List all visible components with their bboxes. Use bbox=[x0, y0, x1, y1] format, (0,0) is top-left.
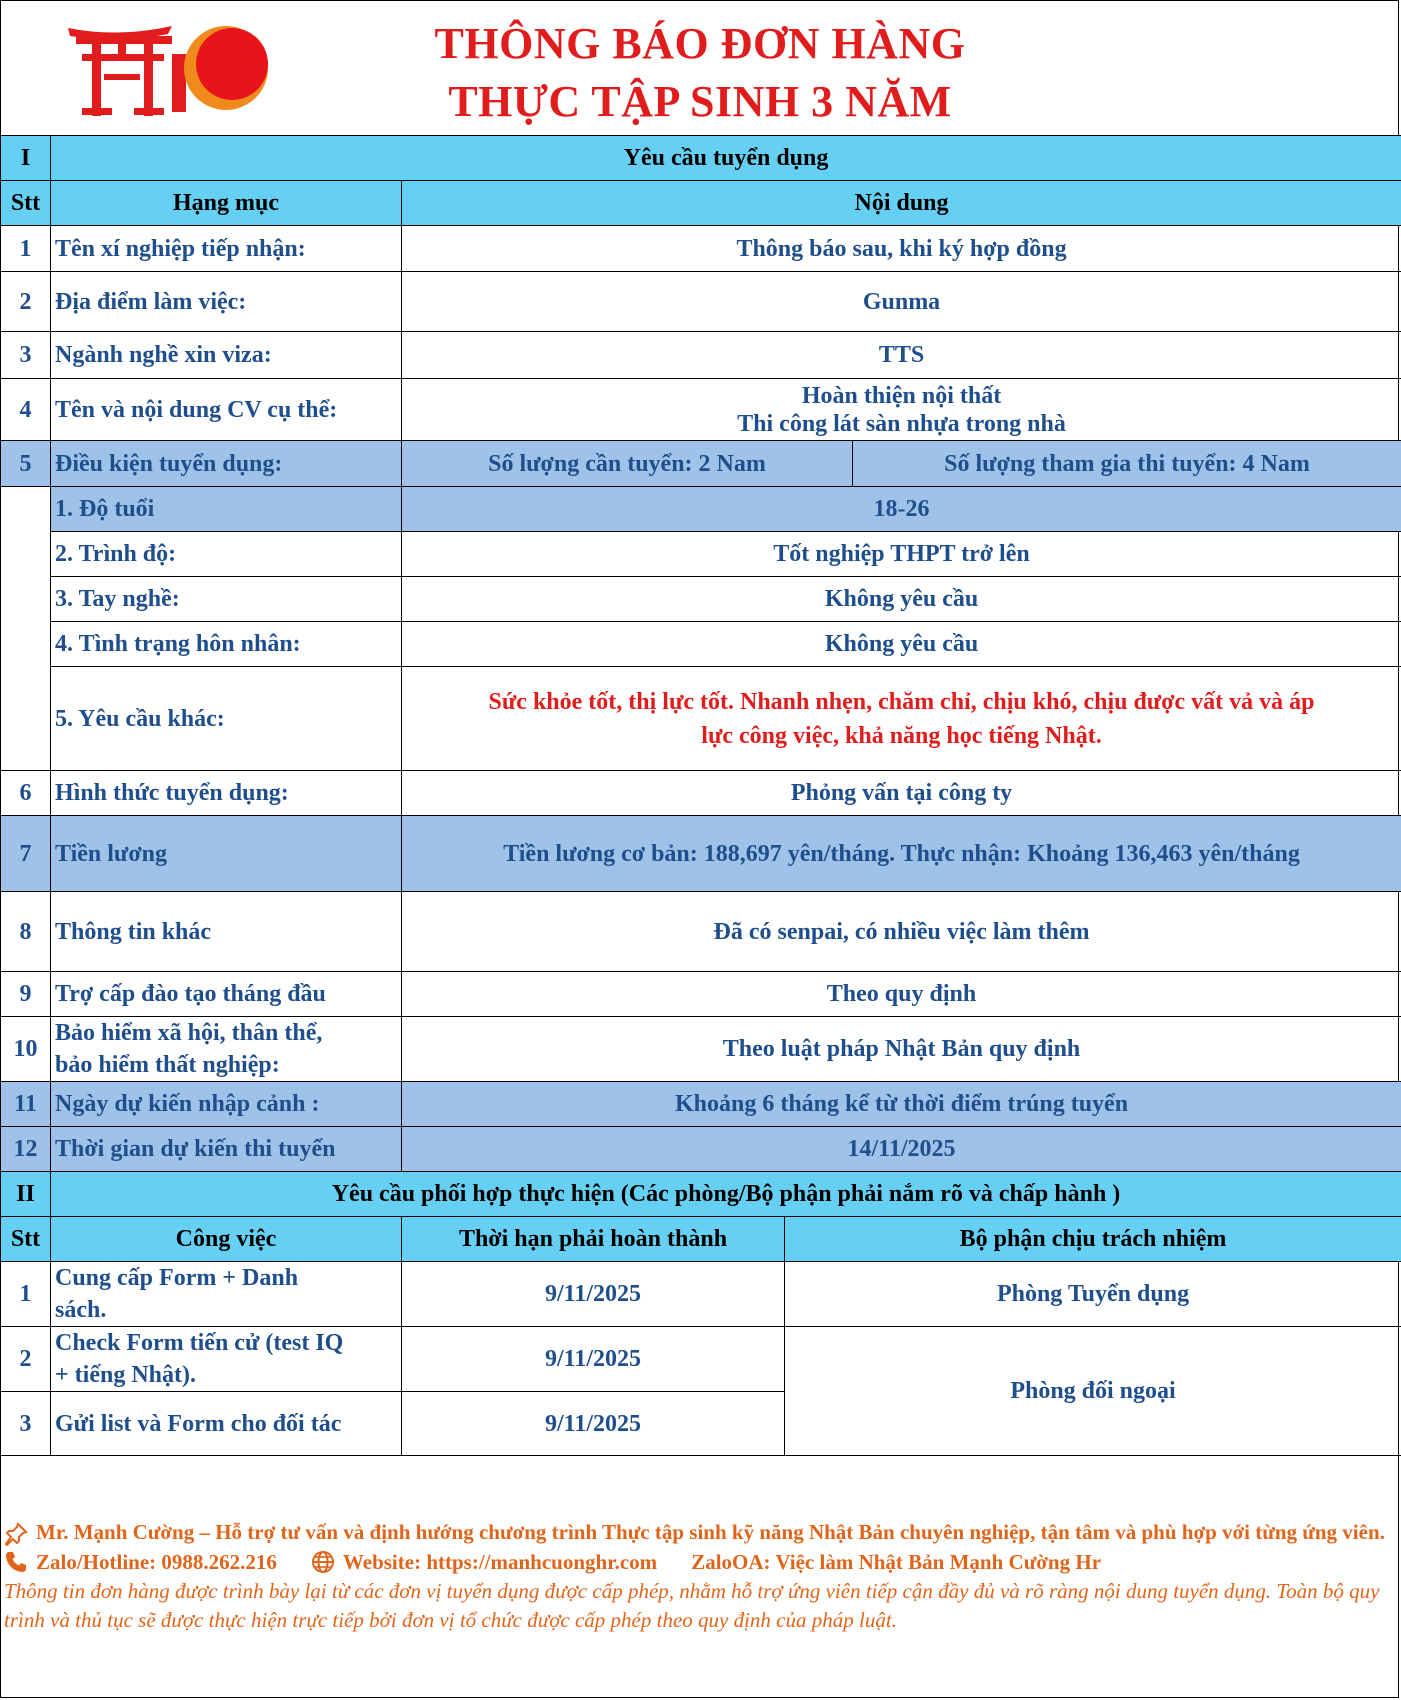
table-row bbox=[1, 892, 1401, 972]
row-label bbox=[51, 1017, 402, 1082]
row-label: Tên xí nghiệp tiếp nhận: bbox=[51, 226, 402, 272]
row-value-line-1: Hoàn thiện nội thất bbox=[801, 382, 1002, 409]
row-value: Theo luật pháp Nhật Bản quy định bbox=[402, 1017, 1401, 1082]
table-row bbox=[1, 272, 1401, 332]
row-stt: 1 bbox=[1, 1262, 51, 1327]
section-2-column-headers bbox=[1, 1217, 1401, 1262]
row-label: 2. Trình độ: bbox=[51, 532, 402, 577]
row-stt: 12 bbox=[1, 1127, 51, 1172]
row-label: 1. Độ tuổi bbox=[51, 487, 402, 532]
table-row bbox=[1, 226, 1401, 272]
row-stt: 2 bbox=[1, 1327, 51, 1392]
table-row bbox=[1, 379, 1401, 441]
table-row bbox=[1, 1262, 1401, 1327]
row-task-line-2: sách. bbox=[55, 1297, 107, 1323]
row-label: Thông tin khác bbox=[51, 892, 402, 972]
section-2-header bbox=[1, 1172, 1401, 1217]
footer-zalo-oa[interactable]: ZaloOA: Việc làm Nhật Bản Mạnh Cường Hr bbox=[691, 1550, 1102, 1574]
row-label: Ngành nghề xin viza: bbox=[51, 332, 402, 379]
row-label: Hình thức tuyển dụng: bbox=[51, 771, 402, 816]
row-label: 4. Tình trạng hôn nhân: bbox=[51, 622, 402, 667]
row-task-line-2: + tiếng Nhật). bbox=[55, 1362, 196, 1388]
row-label: Ngày dự kiến nhập cảnh : bbox=[51, 1082, 402, 1127]
pin-icon bbox=[4, 1522, 28, 1546]
footer-intro bbox=[4, 1518, 1394, 1547]
row-label-line-2: bảo hiểm thất nghiệp: bbox=[55, 1052, 280, 1078]
table-row bbox=[1, 1017, 1401, 1082]
row-stt: 3 bbox=[1, 1392, 51, 1456]
table-row bbox=[1, 441, 1401, 487]
row-value-right: Số lượng tham gia thi tuyển: 4 Nam bbox=[853, 441, 1401, 487]
row-label: Tên và nội dung CV cụ thể: bbox=[51, 379, 402, 441]
row-label: 5. Yêu cầu khác: bbox=[51, 667, 402, 771]
row-stt: 2 bbox=[1, 272, 51, 332]
row-label: Trợ cấp đào tạo tháng đầu bbox=[51, 972, 402, 1017]
section-1-title: Yêu cầu tuyển dụng bbox=[51, 136, 1401, 181]
row-task-line-1: Check Form tiến cử (test IQ bbox=[55, 1330, 344, 1356]
footer-intro-text: Mr. Mạnh Cường – Hỗ trợ tư vấn và định hướng chương trình Thực tập sinh kỹ năng Nhật Bản chuyên nghiệp, tận tâm và phù hợp với từng ứng viên. bbox=[36, 1520, 1385, 1544]
table-row bbox=[1, 622, 1401, 667]
row-stt: 11 bbox=[1, 1082, 51, 1127]
row-value: Đã có senpai, có nhiều việc làm thêm bbox=[402, 892, 1401, 972]
table-row bbox=[1, 771, 1401, 816]
row-value: Không yêu cầu bbox=[402, 577, 1401, 622]
section-1-num: I bbox=[1, 136, 51, 181]
row-stt: 7 bbox=[1, 816, 51, 892]
table-row bbox=[1, 532, 1401, 577]
phone-icon bbox=[4, 1550, 28, 1574]
row-label: Thời gian dự kiến thi tuyển bbox=[51, 1127, 402, 1172]
torii-sun-logo bbox=[68, 24, 268, 116]
row-stt: 1 bbox=[1, 226, 51, 272]
footer-hotline[interactable]: Zalo/Hotline: 0988.262.216 bbox=[36, 1550, 277, 1574]
row-value: Thông báo sau, khi ký hợp đồng bbox=[402, 226, 1401, 272]
table-row bbox=[1, 487, 1401, 532]
row-value-line-2: Thi công lát sàn nhựa trong nhà bbox=[737, 410, 1066, 437]
page-header bbox=[0, 0, 1401, 135]
table-row bbox=[1, 332, 1401, 379]
col-task: Công việc bbox=[51, 1217, 402, 1262]
row-dept: Phòng Tuyển dụng bbox=[785, 1262, 1401, 1327]
row-label: 3. Tay nghề: bbox=[51, 577, 402, 622]
row-value: Phỏng vấn tại công ty bbox=[402, 771, 1401, 816]
row-value: Gunma bbox=[402, 272, 1401, 332]
section-1-column-headers bbox=[1, 181, 1401, 226]
table-row bbox=[1, 1327, 1401, 1392]
section-1-header bbox=[1, 136, 1401, 181]
table-row bbox=[1, 972, 1401, 1017]
section-2-num: II bbox=[1, 1172, 51, 1217]
row-task bbox=[51, 1262, 402, 1327]
row-deadline: 9/11/2025 bbox=[402, 1327, 785, 1392]
section-2-title: Yêu cầu phối hợp thực hiện (Các phòng/Bộ phận phải nắm rõ và chấp hành ) bbox=[51, 1172, 1401, 1217]
table-row bbox=[1, 667, 1401, 771]
row-value bbox=[402, 667, 1401, 771]
col-item: Hạng mục bbox=[51, 181, 402, 226]
row-value: Tốt nghiệp THPT trở lên bbox=[402, 532, 1401, 577]
row-stt: 10 bbox=[1, 1017, 51, 1082]
col-content: Nội dung bbox=[402, 181, 1401, 226]
row-deadline: 9/11/2025 bbox=[402, 1392, 785, 1456]
row-label: Điều kiện tuyển dụng: bbox=[51, 441, 402, 487]
table-row bbox=[1, 1082, 1401, 1127]
footer-disclaimer: Thông tin đơn hàng được trình bày lại từ các đơn vị tuyển dụng được cấp phép, nhằm hỗ trợ ứng viên tiếp cận đầy đủ và rõ ràng nội dung tuyển dụng. Toàn bộ quy trình và thủ tục sẽ được thực hiện trực tiếp bởi đơn vị tổ chức được cấp phép theo quy định của pháp luật. bbox=[4, 1579, 1380, 1632]
row-stt: 3 bbox=[1, 332, 51, 379]
row-task-line-1: Cung cấp Form + Danh bbox=[55, 1265, 299, 1291]
row-value: Theo quy định bbox=[402, 972, 1401, 1017]
col-stt: Stt bbox=[1, 1217, 51, 1262]
row-value: Không yêu cầu bbox=[402, 622, 1401, 667]
row-value: 18-26 bbox=[402, 487, 1401, 532]
row-task bbox=[51, 1327, 402, 1392]
row-value bbox=[402, 379, 1401, 441]
row-deadline: 9/11/2025 bbox=[402, 1262, 785, 1327]
row-task: Gửi list và Form cho đối tác bbox=[51, 1392, 402, 1456]
table-row bbox=[1, 816, 1401, 892]
table-row bbox=[1, 1127, 1401, 1172]
row-value-left: Số lượng cần tuyển: 2 Nam bbox=[402, 441, 853, 487]
row-value-line-2: lực công việc, khả năng học tiếng Nhật. bbox=[701, 722, 1102, 749]
footer bbox=[4, 1518, 1394, 1635]
row-label-line-1: Bảo hiểm xã hội, thân thể, bbox=[55, 1020, 323, 1046]
row-stt: 9 bbox=[1, 972, 51, 1017]
col-dept: Bộ phận chịu trách nhiệm bbox=[785, 1217, 1401, 1262]
footer-website[interactable]: Website: https://manhcuonghr.com bbox=[342, 1550, 658, 1574]
col-deadline: Thời hạn phải hoàn thành bbox=[402, 1217, 785, 1262]
row-label: Địa điểm làm việc: bbox=[51, 272, 402, 332]
row-stt: 6 bbox=[1, 771, 51, 816]
row-label: Tiền lương bbox=[51, 816, 402, 892]
row-stt-blank bbox=[1, 487, 51, 771]
row-value: Tiền lương cơ bản: 188,697 yên/tháng. Thực nhận: Khoảng 136,463 yên/tháng bbox=[402, 816, 1401, 892]
table-row bbox=[1, 577, 1401, 622]
row-value: TTS bbox=[402, 332, 1401, 379]
footer-contacts bbox=[4, 1547, 1394, 1577]
row-value: Khoảng 6 tháng kể từ thời điểm trúng tuyển bbox=[402, 1082, 1401, 1127]
row-dept: Phòng đối ngoại bbox=[785, 1327, 1401, 1456]
row-stt: 4 bbox=[1, 379, 51, 441]
row-stt: 8 bbox=[1, 892, 51, 972]
row-value-line-1: Sức khỏe tốt, thị lực tốt. Nhanh nhẹn, chăm chỉ, chịu khó, chịu được vất vả và áp bbox=[488, 688, 1315, 715]
row-stt: 5 bbox=[1, 441, 51, 487]
col-stt: Stt bbox=[1, 181, 51, 226]
globe-icon bbox=[311, 1550, 335, 1574]
row-value: 14/11/2025 bbox=[402, 1127, 1401, 1172]
title-line-1: THÔNG BÁO ĐƠN HÀNG bbox=[434, 19, 966, 68]
title-line-2: THỰC TẬP SINH 3 NĂM bbox=[448, 77, 952, 126]
recruitment-table bbox=[0, 135, 1401, 1456]
